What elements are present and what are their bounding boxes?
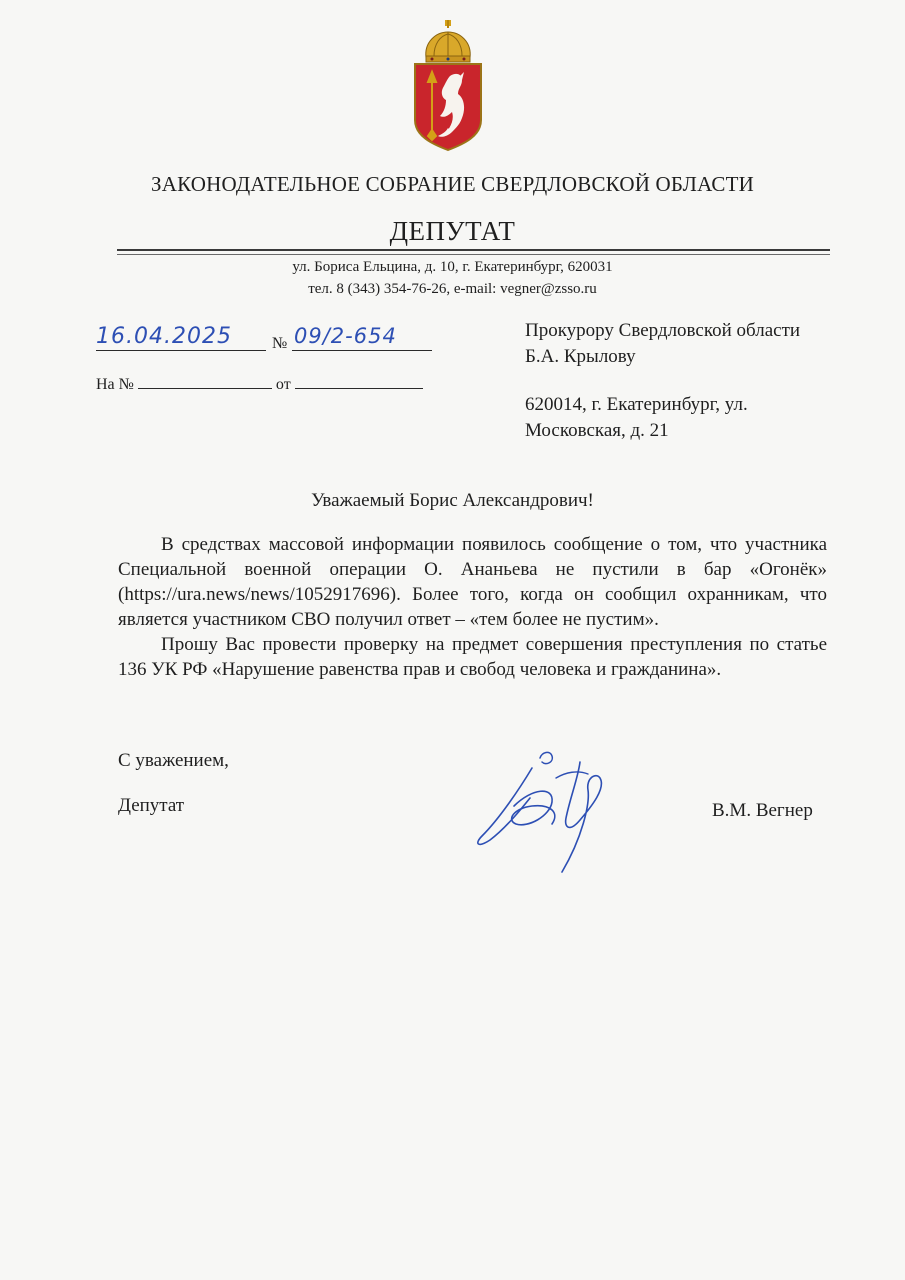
handwritten-signature xyxy=(470,748,620,878)
body-paragraph: В средствах массовой информации появилось сообщение о том, что участника Специальной военной операции О. Ананьева не пустили в бар «Огонёк» (https://ura.news/news/1052917696). Более того, когда он сообщил охранникам, что является участником СВО получил ответ – «тем более не пустим». xyxy=(118,534,827,630)
reference-row xyxy=(96,374,423,394)
addressee-name: Б.А. Крылову xyxy=(525,346,636,367)
addressee-block xyxy=(525,318,855,370)
outgoing-number: 09/2-654 xyxy=(294,324,397,348)
coat-of-arms-icon xyxy=(412,20,484,152)
letter-body xyxy=(118,532,827,682)
signer-position: Депутат xyxy=(118,795,185,816)
letterhead-divider-thin xyxy=(117,254,830,255)
addressee-address-line2: Московская, д. 21 xyxy=(525,420,669,441)
addressee-title: Прокурору Свердловской области xyxy=(525,320,801,341)
signer-name: В.М. Вегнер xyxy=(712,800,813,821)
date-underline xyxy=(96,350,266,351)
addressee-address-line1: 620014, г. Екатеринбург, ул. xyxy=(525,394,748,415)
crown-icon xyxy=(426,20,470,62)
letterhead-title: ДЕПУТАТ xyxy=(389,216,516,246)
from-label: от xyxy=(275,376,291,393)
letterhead-divider xyxy=(117,249,830,251)
reference-date-blank xyxy=(295,374,423,389)
number-underline xyxy=(292,350,432,351)
reference-number-blank xyxy=(138,374,272,389)
body-paragraph: Прошу Вас провести проверку на предмет совершения преступления по статье 136 УК РФ «Нарушение равенства прав и свобод человека и гражданина». xyxy=(118,634,827,680)
salutation: Уважаемый Борис Александрович! xyxy=(311,490,594,511)
closing-regards: С уважением, xyxy=(118,750,229,771)
addressee-address xyxy=(525,392,845,444)
organization-name: ЗАКОНОДАТЕЛЬНОЕ СОБРАНИЕ СВЕРДЛОВСКОЙ ОБЛАСТИ xyxy=(151,172,754,196)
outgoing-date: 16.04.2025 xyxy=(96,324,232,349)
letterhead-contacts: тел. 8 (343) 354-76-26, e-mail: vegner@zsso.ru xyxy=(308,281,597,297)
reference-label: На № xyxy=(96,376,134,393)
number-label: № xyxy=(272,335,288,352)
letterhead-address: ул. Бориса Ельцина, д. 10, г. Екатеринбург, 620031 xyxy=(292,259,613,275)
